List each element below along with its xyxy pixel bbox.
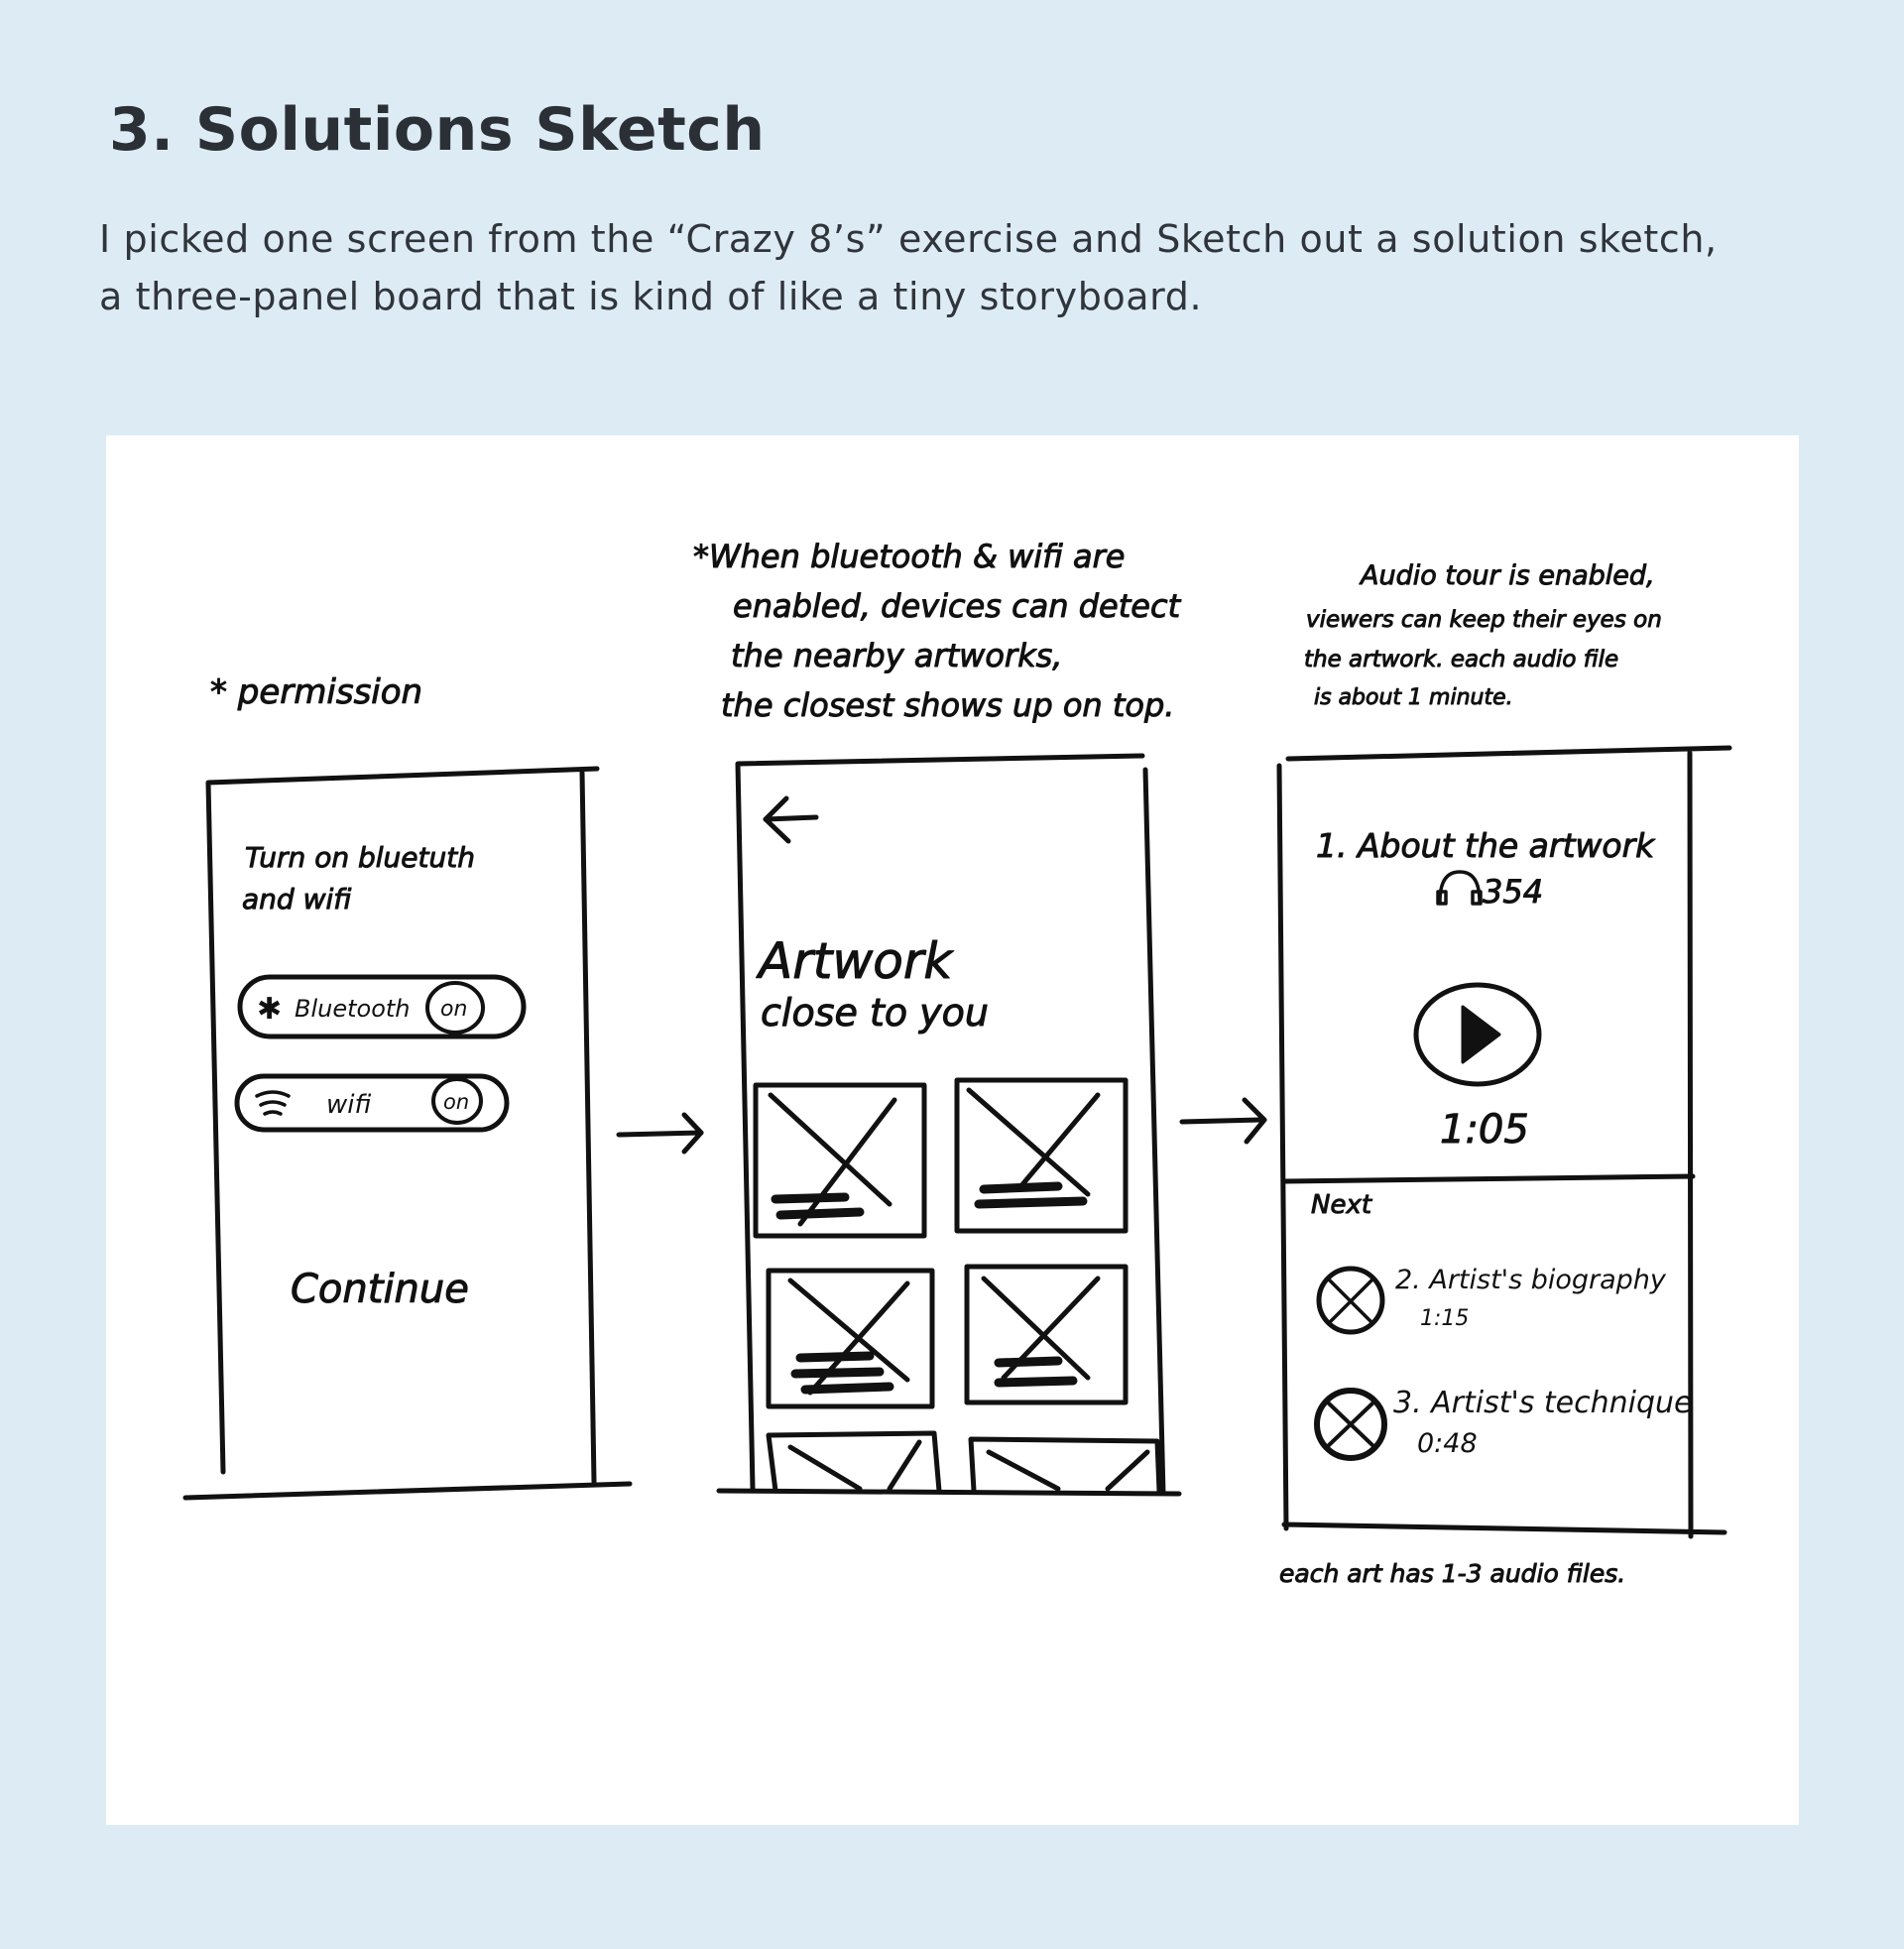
next-item[interactable] xyxy=(1319,1265,1667,1332)
play-button[interactable] xyxy=(1416,985,1539,1084)
arrow-right-icon xyxy=(1182,1100,1264,1142)
track-title: 1. About the artwork xyxy=(1316,826,1655,865)
description-line-2: a three-panel board that is kind of like a tiny storyboard. xyxy=(99,275,1203,318)
back-arrow-icon[interactable] xyxy=(766,798,816,841)
panel2-note-line4: the closest shows up on top. xyxy=(721,686,1175,724)
panel1-heading-line1: Turn on bluetuth xyxy=(245,841,475,874)
panel-permission xyxy=(185,672,630,1498)
panel1-note: * permission xyxy=(210,672,423,712)
next-item[interactable] xyxy=(1317,1386,1693,1459)
description-line-1: I picked one screen from the “Crazy 8’s” exercise and Sketch out a solution sketch, xyxy=(99,217,1718,261)
listen-count: 354 xyxy=(1483,873,1544,911)
panel3-note-line4: is about 1 minute. xyxy=(1314,685,1513,710)
artwork-card[interactable] xyxy=(756,1085,924,1236)
wifi-state: on xyxy=(443,1090,470,1114)
panel3-footer-note: each art has 1-3 audio files. xyxy=(1279,1559,1626,1588)
storyboard-sketch xyxy=(106,435,1799,1825)
phone-frame-1 xyxy=(185,769,630,1498)
artwork-card[interactable] xyxy=(769,1433,939,1491)
panel2-note-line2: enabled, devices can detect xyxy=(733,587,1181,625)
panel2-title-line2: close to you xyxy=(761,991,990,1035)
bluetooth-icon: ✱ xyxy=(257,992,283,1027)
next-item-time: 1:15 xyxy=(1420,1306,1470,1331)
bluetooth-label: Bluetooth xyxy=(295,995,411,1023)
wifi-icon xyxy=(257,1092,289,1114)
section-title: 3. Solutions Sketch xyxy=(109,95,766,165)
next-label: Next xyxy=(1311,1190,1372,1220)
artwork-card[interactable] xyxy=(957,1080,1126,1231)
sketch-image xyxy=(106,435,1799,1825)
panel3-note-line3: the artwork. each audio file xyxy=(1304,647,1619,672)
artwork-card[interactable] xyxy=(971,1439,1159,1491)
close-icon xyxy=(1330,1280,1371,1322)
bluetooth-toggle[interactable] xyxy=(240,977,524,1036)
phone-frame-2 xyxy=(719,756,1179,1494)
divider xyxy=(1284,1176,1693,1181)
bluetooth-state: on xyxy=(440,997,468,1022)
wifi-toggle[interactable] xyxy=(237,1076,507,1130)
panel-artwork-list xyxy=(693,538,1182,1494)
play-icon xyxy=(1463,1007,1499,1062)
panel3-note-line2: viewers can keep their eyes on xyxy=(1306,607,1662,633)
panel-audio-tour xyxy=(1279,560,1729,1588)
wifi-label: wifi xyxy=(326,1090,372,1120)
panel2-note-line1: *When bluetooth & wifi are xyxy=(693,538,1126,575)
track-duration: 1:05 xyxy=(1440,1107,1529,1153)
headphones-icon xyxy=(1438,872,1481,904)
next-item-title: 3. Artist's technique xyxy=(1393,1386,1693,1420)
artwork-card[interactable] xyxy=(769,1271,932,1406)
close-icon xyxy=(1328,1402,1373,1446)
panel2-note-line3: the nearby artworks, xyxy=(731,637,1063,674)
section-description xyxy=(99,210,1785,325)
next-item-time: 0:48 xyxy=(1417,1428,1478,1459)
arrow-right-icon xyxy=(619,1115,701,1152)
next-item-title: 2. Artist's biography xyxy=(1395,1265,1666,1295)
continue-button[interactable]: Continue xyxy=(291,1267,469,1312)
artwork-card[interactable] xyxy=(967,1267,1126,1402)
panel2-title-line1: Artwork xyxy=(759,932,953,990)
panel3-note-line1: Audio tour is enabled, xyxy=(1361,560,1655,591)
panel1-heading-line2: and wifi xyxy=(242,883,352,915)
